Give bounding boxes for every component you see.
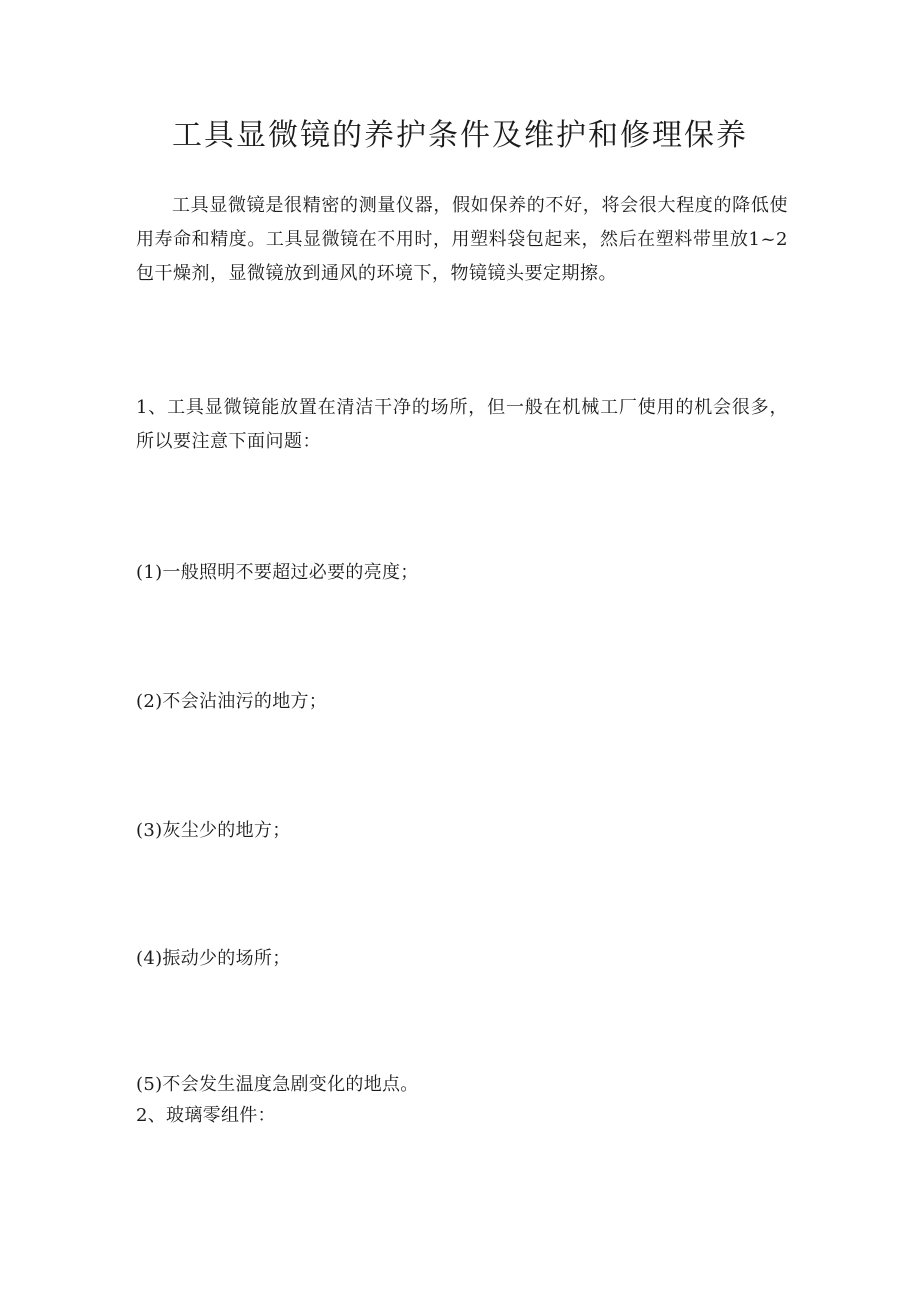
list-item: (1)一般照明不要超过必要的亮度； (136, 562, 419, 583)
list-item: (3)灰尘少的地方； (136, 820, 291, 841)
section-2-heading: 2、玻璃零组件： (136, 1105, 276, 1126)
list-item: (2)不会沾油污的地方； (136, 691, 328, 712)
document-title: 工具显微镜的养护条件及维护和修理保养 (172, 118, 748, 153)
list-item: (5)不会发生温度急剧变化的地点。 (136, 1074, 419, 1095)
list-item: (4)振动少的场所； (136, 948, 291, 969)
intro-paragraph: 工具显微镜是很精密的测量仪器，假如保养的不好，将会很大程度的降低使用寿命和精度。工具显微镜在不用时，用塑料袋包起来，然后在塑料带里放1~2包干燥剂，显微镜放到通风的环境下，物镜镜头要定期擦。 (136, 195, 788, 284)
section-1-paragraph: 1、工具显微镜能放置在清洁干净的场所，但一般在机械工厂使用的机会很多，所以要注意下面问题： (136, 397, 788, 452)
